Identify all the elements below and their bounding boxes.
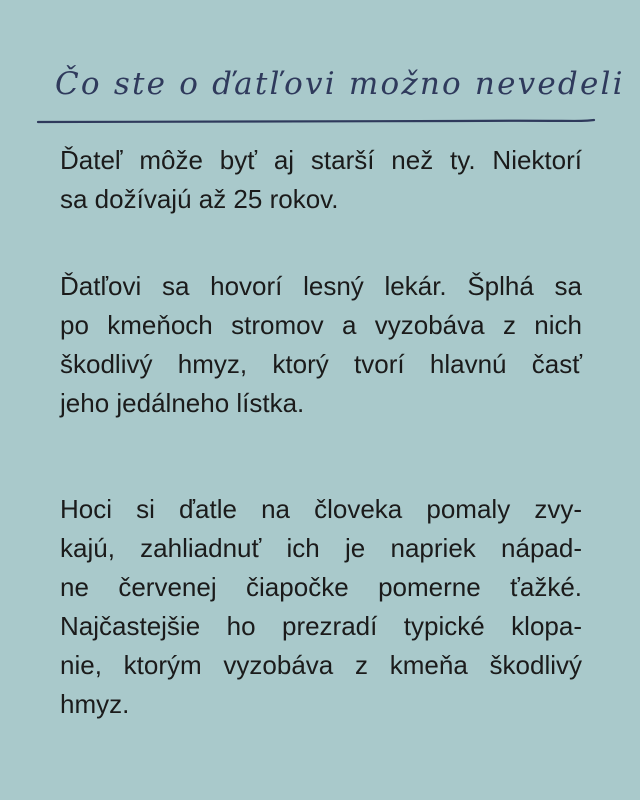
paragraph-line: po kmeňoch stromov a vyzobáva z nich [60, 310, 582, 340]
paragraph-line: ne červenej čiapočke pomerne ťažké. [60, 572, 582, 602]
paragraph-line: Ďateľ môže byť aj starší než ty. Niektorí [60, 145, 582, 175]
paragraph-line: nie, ktorým vyzobáva z kmeňa škodlivý [60, 650, 582, 680]
paragraph-3 [60, 490, 582, 724]
paragraph-1 [60, 141, 582, 219]
paragraph-line: škodlivý hmyz, ktorý tvorí hlavnú časť [60, 349, 582, 379]
paragraph-line: sa dožívajú až 25 rokov. [60, 184, 339, 214]
paragraph-line: hmyz. [60, 689, 130, 719]
heading-underline [36, 116, 598, 130]
paragraph-2 [60, 267, 582, 423]
paragraph-line: Ďatľovi sa hovorí lesný lekár. Šplhá sa [60, 271, 582, 301]
page-title: Čo ste o ďatľovi možno nevedeli [55, 66, 625, 102]
paragraph-line: Najčastejšie ho prezradí typické klopa- [60, 611, 582, 641]
paragraph-line: jeho jedálneho lístka. [60, 388, 305, 418]
paragraph-line: kajú, zahliadnuť ich je napriek nápad- [60, 533, 582, 563]
paragraph-line: Hoci si ďatle na človeka pomaly zvy- [60, 494, 582, 524]
